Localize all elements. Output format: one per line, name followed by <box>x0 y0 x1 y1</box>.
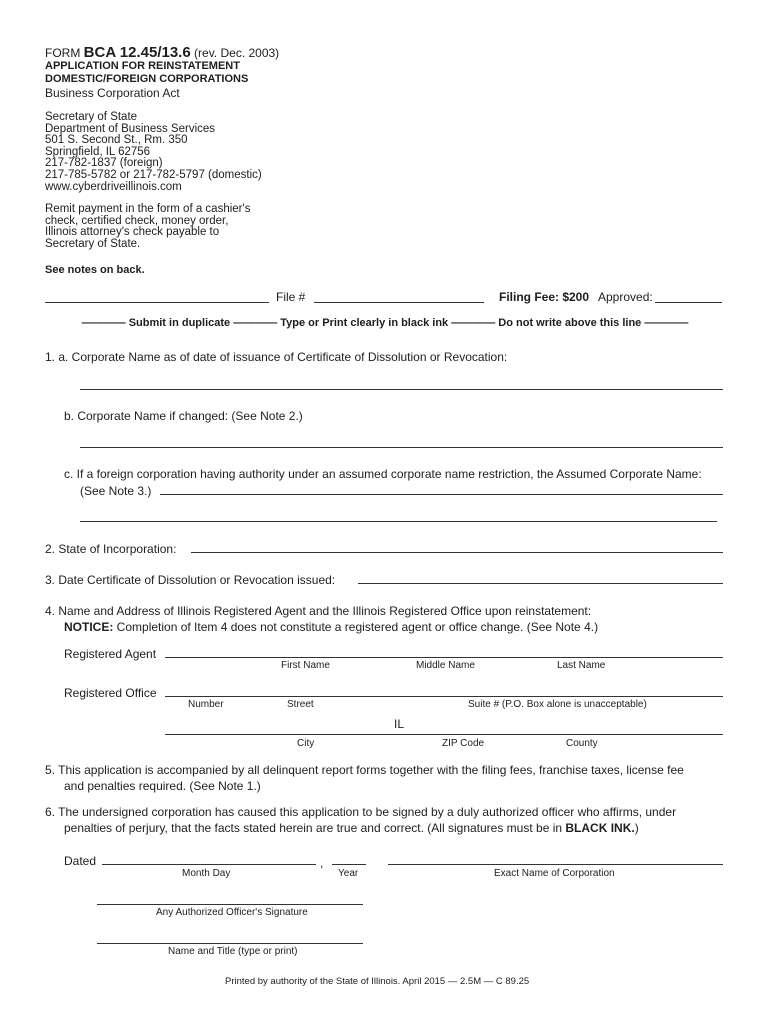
item-5-label: 5. This application is accompanied by all delinquent report forms together with the filing fees, franchise taxes, license fee <box>45 763 684 777</box>
state-il: IL <box>394 717 405 731</box>
item-1b-label: b. Corporate Name if changed: (See Note 2.) <box>64 409 303 423</box>
form-prefix: FORM <box>45 46 81 60</box>
zip-caption: ZIP Code <box>442 738 485 749</box>
address-line: 217-782-1837 (foreign) <box>45 157 163 170</box>
item-4-label: 4. Name and Address of Illinois Registered Agent and the Illinois Registered Office upon reinstatement: <box>45 604 592 618</box>
address-line: Secretary of State <box>45 111 138 123</box>
file-number-field[interactable] <box>314 302 484 303</box>
instruction-banner: ———— Submit in duplicate ———— Type or Print clearly in black ink ———— Do not write above this line ———— <box>81 317 689 329</box>
remit-line: Illinois attorney's check payable to <box>45 226 220 239</box>
city-caption: City <box>297 738 315 749</box>
form-title-2: DOMESTIC/FOREIGN CORPORATIONS <box>45 73 249 85</box>
notice-label: NOTICE: <box>64 620 114 634</box>
item-6-cont <box>64 820 639 836</box>
street-caption: Street <box>287 699 314 710</box>
county-caption: County <box>566 738 598 749</box>
address-line: Department of Business Services <box>45 122 216 135</box>
notes-label: See notes on back. <box>45 264 145 276</box>
approved-label: Approved: <box>598 290 653 304</box>
remit-line: check, certified check, money order, <box>45 214 229 227</box>
changed-name-field[interactable] <box>80 447 723 448</box>
officer-signature-field[interactable] <box>97 904 363 905</box>
dissolution-date-field[interactable] <box>358 583 723 584</box>
sos-address <box>45 112 262 193</box>
city-zip-county-field[interactable] <box>165 734 723 735</box>
form-revision: (rev. Dec. 2003) <box>194 46 280 60</box>
address-line: Springfield, IL 62756 <box>45 145 151 158</box>
form-title-1: APPLICATION FOR REINSTATEMENT <box>45 60 240 72</box>
remit-line: Secretary of State. <box>45 237 141 250</box>
black-ink: BLACK INK. <box>565 821 635 835</box>
remit-line: Remit payment in the form of a cashier's <box>45 203 251 215</box>
footer-print-note: Printed by authority of the State of Illinois. April 2015 — 2.5M — C 89.25 <box>225 976 530 987</box>
address-line: 217-785-5782 or 217-782-5797 (domestic) <box>45 168 262 181</box>
assumed-name-field-2[interactable] <box>80 521 717 522</box>
notice-text: Completion of Item 4 does not constitute a registered agent or office change. (See Note 4.) <box>113 620 599 634</box>
year-field[interactable] <box>332 864 366 865</box>
remit-note <box>45 204 250 250</box>
address-line: 501 S. Second St., Rm. 350 <box>45 134 188 147</box>
last-name-caption: Last Name <box>557 660 606 671</box>
corporation-name-field[interactable] <box>388 864 723 865</box>
item-3-label: 3. Date Certificate of Dissolution or Revocation issued: <box>45 573 336 587</box>
month-day-field[interactable] <box>102 864 316 865</box>
number-caption: Number <box>188 699 224 710</box>
item-6-close: ) <box>634 821 639 835</box>
item-6-label: 6. The undersigned corporation has caused this application to be signed by a duly authorized officer who affirms, under <box>45 805 677 819</box>
item-4-notice <box>64 619 598 635</box>
file-label: File # <box>276 290 306 304</box>
corporate-name-field[interactable] <box>80 389 723 390</box>
filing-fee: Filing Fee: $200 <box>499 290 590 304</box>
name-title-caption: Name and Title (type or print) <box>168 946 298 957</box>
month-day-caption: Month Day <box>182 868 231 879</box>
office-line-1[interactable] <box>45 302 269 303</box>
suite-caption: Suite # (P.O. Box alone is unacceptable) <box>468 699 647 710</box>
approved-field[interactable] <box>655 302 722 303</box>
registered-office-field[interactable] <box>165 696 723 697</box>
dated-label: Dated <box>64 854 97 868</box>
item-1a-label: 1. a. Corporate Name as of date of issuance of Certificate of Dissolution or Revocation: <box>45 350 508 364</box>
item-6-text: penalties of perjury, that the facts stated herein are true and correct. (All signatures must be in <box>64 821 566 835</box>
item-2-label: 2. State of Incorporation: <box>45 542 177 556</box>
registered-office-label: Registered Office <box>64 686 157 700</box>
corp-name-caption: Exact Name of Corporation <box>494 868 615 879</box>
assumed-name-field-1[interactable] <box>160 494 723 495</box>
name-title-field[interactable] <box>97 943 363 944</box>
middle-name-caption: Middle Name <box>416 660 475 671</box>
registered-agent-label: Registered Agent <box>64 647 157 661</box>
state-of-incorporation-field[interactable] <box>191 552 723 553</box>
item-5-cont: and penalties required. (See Note 1.) <box>64 779 261 793</box>
act-name: Business Corporation Act <box>45 86 180 100</box>
address-line: www.cyberdriveillinois.com <box>45 180 182 193</box>
item-1c-label: c. If a foreign corporation having authority under an assumed corporate name restriction, the Assumed Corporate Name: <box>64 467 702 481</box>
first-name-caption: First Name <box>281 660 330 671</box>
year-caption: Year <box>338 868 359 879</box>
item-1c-note: (See Note 3.) <box>80 484 152 498</box>
form-id <box>45 44 279 61</box>
date-comma: , <box>320 856 324 870</box>
officer-signature-caption: Any Authorized Officer's Signature <box>156 907 308 918</box>
registered-agent-field[interactable] <box>165 657 723 658</box>
form-number: BCA 12.45/13.6 <box>83 44 191 61</box>
